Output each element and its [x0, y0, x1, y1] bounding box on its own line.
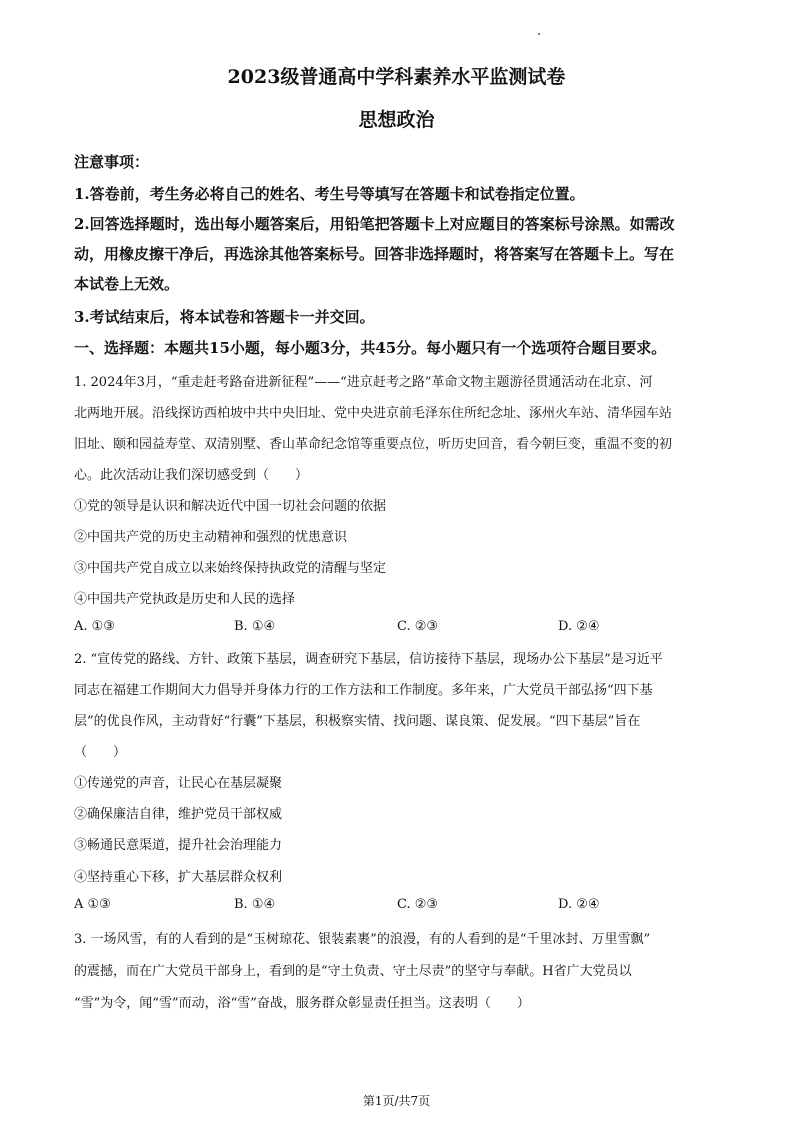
q2-option-d: D. ②④	[558, 897, 600, 912]
q3-stem-line-2: 的震撼，而在广大党员干部身上，看到的是“守土负责、守土尽责”的坚守与奉献。H省广大党员以	[74, 964, 632, 979]
note-item-3: 3.考试结束后，将本试卷和答题卡一并交回。	[74, 308, 375, 326]
q2-option-b: B. ①④	[234, 897, 276, 912]
q1-option-c: C. ②③	[397, 619, 439, 634]
note-item-2-line-3: 本试卷上无效。	[74, 275, 180, 293]
q2-statement-4: ④坚持重心下移，扩大基层群众权利	[74, 870, 283, 885]
q2-stem-line-1: 2. “宣传党的路线、方针、政策下基层，调查研究下基层，信访接待下基层，现场办公下基层”是习近平	[74, 652, 663, 667]
note-item-2-line-2: 动，用橡皮擦干净后，再选涂其他答案标号。回答非选择题时，将答案写在答题卡上。写在	[74, 245, 675, 263]
exam-title: 2023级普通高中学科素养水平监测试卷	[227, 66, 566, 88]
q1-stem-line-2: 北两地开展。沿线探访西柏坡中共中央旧址、党中央进京前毛泽东住所纪念址、涿州火车站、清华园车站	[74, 406, 673, 421]
q2-statement-2: ②确保廉洁自律，维护党员干部权威	[74, 807, 283, 822]
q1-option-b: B. ①④	[234, 619, 276, 634]
q1-option-d: D. ②④	[558, 619, 600, 634]
q2-stem-line-2: 同志在福建工作期间大力倡导并身体力行的工作方法和工作制度。多年来，广大党员干部弘扬“四下基	[74, 683, 653, 698]
q1-stem-line-1: 1. 2024年3月，“重走赶考路奋进新征程”——“进京赶考之路”革命文物主题游径贯通活动在北京、河	[74, 375, 653, 390]
q2-stem-line-3: 层”的优良作风，主动背好“行囊”下基层，积极察实情、找问题、谋良策、促发展。“四下基层”旨在	[74, 714, 641, 729]
section-heading: 一、选择题：本题共15小题，每小题3分，共45分。每小题只有一个选项符合题目要求。	[74, 339, 667, 357]
q3-stem-line-1: 3. 一场风雪，有的人看到的是“玉树琼花、银装素裹”的浪漫，有的人看到的是“千里冰封、万里雪飘”	[74, 932, 651, 947]
q1-stem-line-3: 旧址、颐和园益寿堂、双清别墅、香山革命纪念馆等重要点位，听历史回音，看今朝巨变，重温不变的初	[74, 437, 673, 452]
note-item-2-line-1: 2.回答选择题时，选出每小题答案后，用铅笔把答题卡上对应题目的答案标号涂黑。如需改	[74, 215, 675, 233]
q1-statement-1: ①党的领导是认识和解决近代中国一切社会问题的依据	[74, 499, 387, 514]
page-number: 第1页/共7页	[362, 1094, 431, 1108]
q1-stem-line-4: 心。此次活动让我们深切感受到（ ）	[74, 468, 309, 483]
q3-stem-line-3: “雪”为令，闻“雪”而动，浴“雪”奋战，服务群众彰显责任担当。这表明（ ）	[74, 996, 530, 1011]
q1-option-a: A. ①③	[74, 619, 115, 634]
q2-option-a: A ①③	[74, 897, 111, 912]
subject-title: 思想政治	[358, 109, 435, 131]
notes-heading: 注意事项：	[74, 153, 150, 171]
q2-option-c: C. ②③	[397, 897, 439, 912]
q2-statement-3: ③畅通民意渠道，提升社会治理能力	[74, 838, 283, 853]
top-mark	[538, 33, 540, 35]
note-item-1: 1.答卷前，考生务必将自己的姓名、考生号等填写在答题卡和试卷指定位置。	[74, 185, 585, 203]
q1-statement-4: ④中国共产党执政是历史和人民的选择	[74, 592, 296, 607]
q2-statement-1: ①传递党的声音，让民心在基层凝聚	[74, 776, 283, 791]
q1-statement-3: ③中国共产党自成立以来始终保持执政党的清醒与坚定	[74, 561, 387, 576]
q2-stem-line-4: （ ）	[74, 745, 127, 760]
q1-statement-2: ②中国共产党的历史主动精神和强烈的忧患意识	[74, 530, 348, 545]
